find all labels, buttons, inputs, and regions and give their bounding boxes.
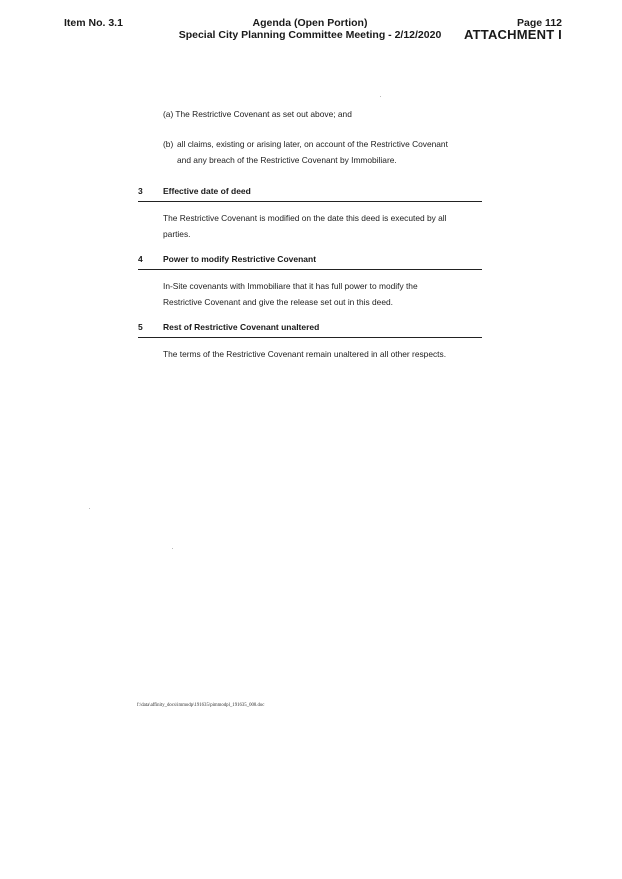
file-path: f:\data\affinity_docs\immodp\191635\pimmodpl_191635_008.doc (137, 703, 265, 708)
subclause-b-line-2: and any breach of the Restrictive Covenant by Immobiliare. (177, 155, 397, 165)
scan-speck (380, 96, 381, 97)
section-divider (138, 269, 482, 270)
section-4-body (163, 278, 483, 310)
item-number: Item No. 3.1 (64, 17, 123, 29)
section-title: Power to modify Restrictive Covenant (163, 254, 317, 264)
section-title: Effective date of deed (163, 186, 251, 196)
section-5-body (163, 346, 483, 362)
scan-speck (89, 508, 90, 509)
section-number: 4 (138, 254, 143, 264)
page-info (464, 17, 562, 41)
section-body-line: The Restrictive Covenant is modified on the date this deed is executed by all (163, 213, 447, 223)
attachment-label: ATTACHMENT I (464, 27, 562, 42)
section-divider (138, 337, 482, 338)
page-number: Page 112 (517, 17, 562, 29)
section-number: 3 (138, 186, 143, 196)
subclause-b-label: (b) (163, 139, 174, 149)
section-body-line: The terms of the Restrictive Covenant remain unaltered in all other respects. (163, 349, 447, 359)
section-number: 5 (138, 322, 143, 332)
agenda-line-2: Special City Planning Committee Meeting - 2/12/2020 (178, 29, 442, 41)
agenda-line-1: Agenda (Open Portion) (252, 17, 368, 29)
subclause-a: (a) The Restrictive Covenant as set out above; and (163, 109, 352, 119)
section-3-body (163, 210, 483, 242)
subclause-b-line-1: all claims, existing or arising later, on account of the Restrictive Covenant (177, 139, 448, 149)
section-body-line: parties. (163, 229, 191, 239)
section-body-line: In-Site covenants with Immobiliare that it has full power to modify the (163, 281, 418, 291)
section-title: Rest of Restrictive Covenant unaltered (163, 322, 320, 332)
section-body-line: Restrictive Covenant and give the release set out in this deed. (163, 297, 393, 307)
subclause-b (163, 136, 493, 168)
scan-speck (172, 548, 173, 549)
agenda-title (150, 17, 470, 41)
section-divider (138, 201, 482, 202)
